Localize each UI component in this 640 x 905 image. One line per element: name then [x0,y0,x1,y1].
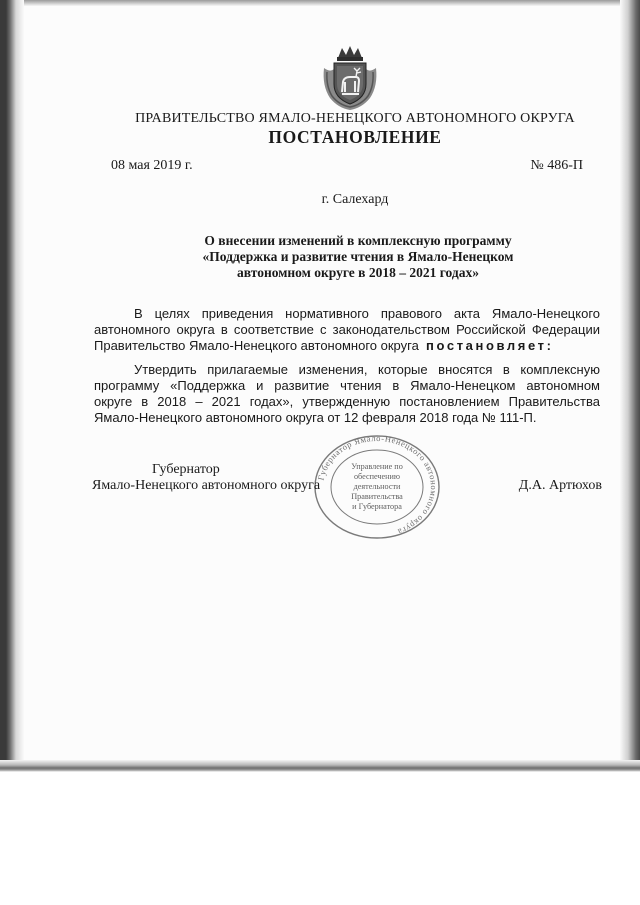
government-name: ПРАВИТЕЛЬСТВО ЯМАЛО-НЕНЕЦКОГО АВТОНОМНОГО ОКРУГА [135,111,575,126]
stamp-inner-line: обеспечению [353,472,401,481]
paragraph-line: Ямало-Ненецкого автономного округа от 12 февраля 2018 года № 111-П. [94,410,537,425]
subject-line: О внесении изменений в комплексную программу [204,233,512,248]
paragraph-line: автономного округа в соответствие с законодательством Российской Федерации [94,322,600,337]
document-type-title: ПОСТАНОВЛЕНИЕ [268,127,442,147]
coat-of-arms-icon [320,46,380,112]
document-city: г. Салехард [321,192,389,207]
signatory-position: Губернатор [152,462,220,477]
subject-line: «Поддержка и развитие чтения в Ямало-Ненецком [202,249,514,264]
resolution-paragraph [94,362,600,426]
document-number: № 486-П [530,158,583,173]
document-subject [140,233,576,281]
paragraph-line: программу «Поддержка и развитие чтения в Ямало-Ненецком автономном [94,378,600,393]
paragraph-text: Правительство Ямало-Ненецкого автономного округа [94,338,419,353]
paragraph-line [94,338,600,354]
document-date: 08 мая 2019 г. [111,158,193,173]
paragraph-line: В целях приведения нормативного правового акта Ямало-Ненецкого [134,306,600,321]
stamp-inner-line: и Губернатора [352,502,402,511]
stamp-inner-line: Правительства [351,492,403,501]
stamp-inner-line: деятельности [353,482,401,491]
stamp-inner-line: Управление по [351,462,403,471]
paragraph-line: Утвердить прилагаемые изменения, которые вносятся в комплексную [134,362,600,377]
stamp-ring-text: Губернатор Ямало-Ненецкого автономного округа [315,434,440,538]
preamble-paragraph [94,306,600,354]
signatory-name: Д.А. Артюхов [518,478,602,493]
subject-line: автономном округе в 2018 – 2021 годах» [237,265,479,280]
resolution-word: постановляет: [426,338,554,353]
scan-edge-top [0,0,640,6]
scan-edge-left [0,0,24,770]
official-stamp [312,434,442,540]
paragraph-line: округе в 2018 – 2021 годах», утвержденную постановлением Правительства [94,394,600,409]
signatory-region: Ямало-Ненецкого автономного округа [92,478,321,493]
scan-edge-bottom [0,760,640,772]
